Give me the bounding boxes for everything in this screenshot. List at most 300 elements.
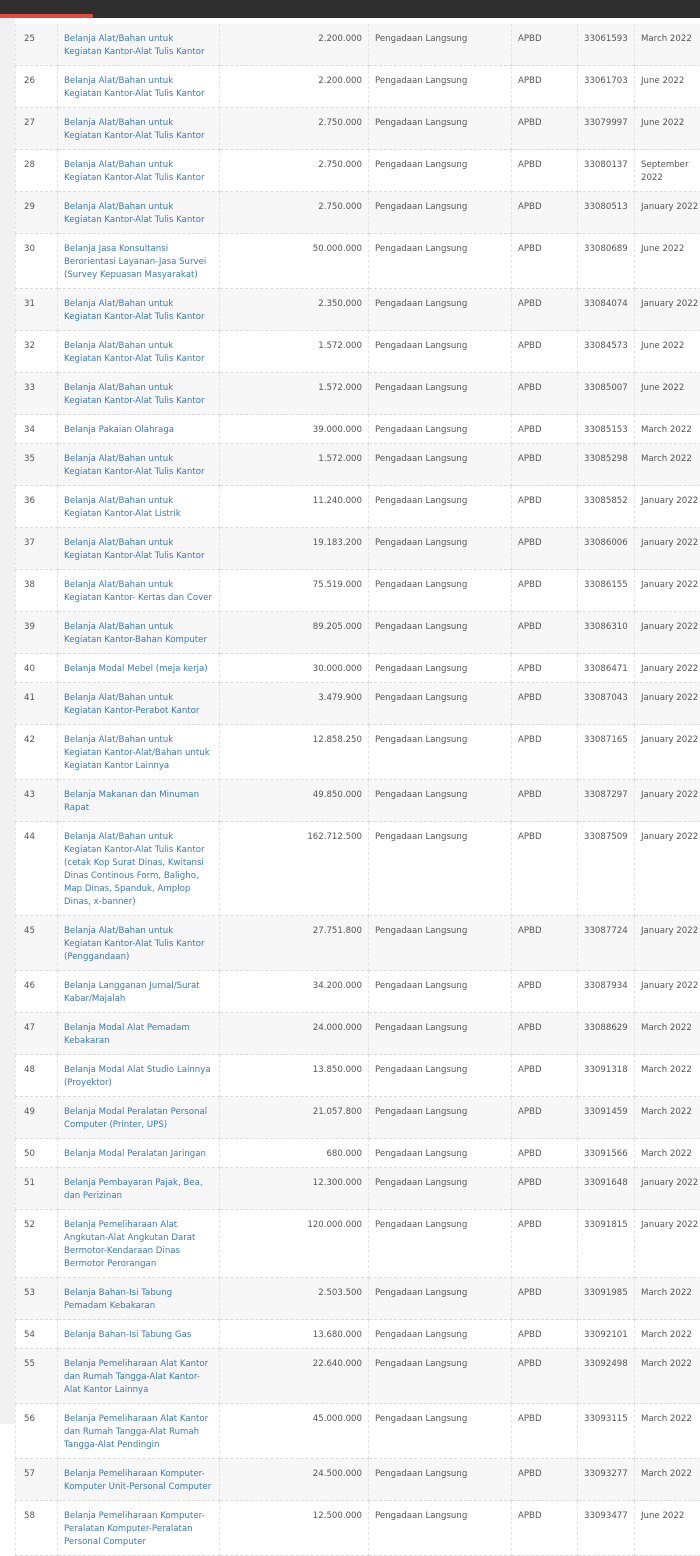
- funding-source-cell: APBD: [512, 108, 578, 150]
- procurement-method-cell: Pengadaan Langsung: [369, 192, 512, 234]
- rup-code-cell: 33091459: [578, 1097, 635, 1139]
- schedule-cell: January 2022: [635, 1210, 700, 1278]
- table-row: [16, 108, 700, 150]
- procurement-method-cell: Pengadaan Langsung: [369, 486, 512, 528]
- procurement-method-cell: Pengadaan Langsung: [369, 780, 512, 822]
- package-name-cell: [58, 108, 220, 150]
- table-row: [16, 683, 700, 725]
- budget-value-cell: 21.057.800: [220, 1097, 369, 1139]
- package-name-link[interactable]: Belanja Pemeliharaan Komputer-Peralatan Komputer-Peralatan Personal Computer: [64, 1511, 205, 1547]
- row-number-cell: 27: [16, 108, 58, 150]
- table-row: [16, 1055, 700, 1097]
- rup-code-cell: 33093277: [578, 1459, 635, 1501]
- schedule-cell: March 2022: [635, 1320, 700, 1349]
- package-name-cell: [58, 780, 220, 822]
- rup-code-cell: 33087297: [578, 780, 635, 822]
- budget-value-cell: 27.751.800: [220, 916, 369, 971]
- package-name-link[interactable]: Belanja Alat/Bahan untuk Kegiatan Kantor-Alat/Bahan untuk Kegiatan Kantor Lainnya: [64, 735, 210, 771]
- package-name-cell: [58, 971, 220, 1013]
- package-name-link[interactable]: Belanja Alat/Bahan untuk Kegiatan Kantor-Alat Listrik: [64, 496, 181, 519]
- table-row: [16, 1013, 700, 1055]
- package-name-link[interactable]: Belanja Alat/Bahan untuk Kegiatan Kantor-Alat Tulis Kantor: [64, 383, 205, 406]
- funding-source-cell: APBD: [512, 1097, 578, 1139]
- rup-code-cell: 33080689: [578, 234, 635, 289]
- procurement-method-cell: Pengadaan Langsung: [369, 1459, 512, 1501]
- rup-code-cell: 33088629: [578, 1013, 635, 1055]
- package-name-link[interactable]: Belanja Alat/Bahan untuk Kegiatan Kantor-Alat Tulis Kantor (Penggandaan): [64, 926, 205, 962]
- budget-value-cell: 24.500.000: [220, 1459, 369, 1501]
- schedule-cell: March 2022: [635, 1459, 700, 1501]
- procurement-method-cell: Pengadaan Langsung: [369, 331, 512, 373]
- procurement-method-cell: Pengadaan Langsung: [369, 570, 512, 612]
- row-number-cell: 53: [16, 1278, 58, 1320]
- schedule-cell: January 2022: [635, 486, 700, 528]
- budget-value-cell: 13.680.000: [220, 1320, 369, 1349]
- package-name-cell: [58, 725, 220, 780]
- funding-source-cell: APBD: [512, 1320, 578, 1349]
- funding-source-cell: APBD: [512, 192, 578, 234]
- funding-source-cell: APBD: [512, 1459, 578, 1501]
- package-name-cell: [58, 331, 220, 373]
- funding-source-cell: APBD: [512, 234, 578, 289]
- procurement-method-cell: Pengadaan Langsung: [369, 108, 512, 150]
- schedule-cell: January 2022: [635, 822, 700, 916]
- package-name-cell: [58, 1278, 220, 1320]
- package-name-link[interactable]: Belanja Modal Peralatan Jaringan: [64, 1149, 206, 1159]
- schedule-cell: January 2022: [635, 1168, 700, 1210]
- package-name-link[interactable]: Belanja Alat/Bahan untuk Kegiatan Kantor-Alat Tulis Kantor: [64, 118, 205, 141]
- rup-code-cell: 33085852: [578, 486, 635, 528]
- procurement-method-cell: Pengadaan Langsung: [369, 1404, 512, 1459]
- budget-value-cell: 89.205.000: [220, 612, 369, 654]
- row-number-cell: 58: [16, 1501, 58, 1556]
- package-name-link[interactable]: Belanja Alat/Bahan untuk Kegiatan Kantor-Alat Tulis Kantor: [64, 34, 205, 57]
- rup-code-cell: 33092498: [578, 1349, 635, 1404]
- table-row: [16, 444, 700, 486]
- table-row: [16, 150, 700, 192]
- rup-code-cell: 33061593: [578, 24, 635, 66]
- row-number-cell: 45: [16, 916, 58, 971]
- rup-code-cell: 33086310: [578, 612, 635, 654]
- budget-value-cell: 1.572.000: [220, 444, 369, 486]
- funding-source-cell: APBD: [512, 570, 578, 612]
- package-name-cell: [58, 1349, 220, 1404]
- funding-source-cell: APBD: [512, 971, 578, 1013]
- package-name-cell: [58, 1210, 220, 1278]
- package-name-cell: [58, 683, 220, 725]
- budget-value-cell: 19.183.200: [220, 528, 369, 570]
- table-row: [16, 24, 700, 66]
- table-row: [16, 971, 700, 1013]
- budget-value-cell: 2.200.000: [220, 24, 369, 66]
- funding-source-cell: APBD: [512, 289, 578, 331]
- table-row: [16, 289, 700, 331]
- funding-source-cell: APBD: [512, 612, 578, 654]
- table-row: [16, 234, 700, 289]
- procurement-method-cell: Pengadaan Langsung: [369, 289, 512, 331]
- package-name-link[interactable]: Belanja Jasa Konsultansi Berorientasi Layanan-Jasa Survei (Survey Kepuasan Masyarakat): [64, 244, 206, 280]
- row-number-cell: 37: [16, 528, 58, 570]
- funding-source-cell: APBD: [512, 24, 578, 66]
- procurement-method-cell: Pengadaan Langsung: [369, 66, 512, 108]
- table-row: [16, 66, 700, 108]
- table-row: [16, 1459, 700, 1501]
- budget-value-cell: 2.750.000: [220, 108, 369, 150]
- budget-value-cell: 2.200.000: [220, 66, 369, 108]
- procurement-method-cell: Pengadaan Langsung: [369, 822, 512, 916]
- table-row: [16, 1139, 700, 1168]
- package-name-link[interactable]: Belanja Bahan-Isi Tabung Pemadam Kebakaran: [64, 1288, 172, 1311]
- table-row: [16, 1210, 700, 1278]
- funding-source-cell: APBD: [512, 150, 578, 192]
- row-number-cell: 39: [16, 612, 58, 654]
- rup-code-cell: 33086155: [578, 570, 635, 612]
- funding-source-cell: APBD: [512, 916, 578, 971]
- procurement-method-cell: Pengadaan Langsung: [369, 683, 512, 725]
- budget-value-cell: 2.750.000: [220, 192, 369, 234]
- rup-code-cell: 33087509: [578, 822, 635, 916]
- package-name-cell: [58, 415, 220, 444]
- funding-source-cell: APBD: [512, 1055, 578, 1097]
- schedule-cell: March 2022: [635, 1013, 700, 1055]
- schedule-cell: January 2022: [635, 289, 700, 331]
- package-name-cell: [58, 150, 220, 192]
- package-name-cell: [58, 1139, 220, 1168]
- funding-source-cell: APBD: [512, 66, 578, 108]
- schedule-cell: March 2022: [635, 24, 700, 66]
- row-number-cell: 46: [16, 971, 58, 1013]
- rup-code-cell: 33087043: [578, 683, 635, 725]
- table-row: [16, 373, 700, 415]
- procurement-method-cell: Pengadaan Langsung: [369, 916, 512, 971]
- row-number-cell: 40: [16, 654, 58, 683]
- schedule-cell: June 2022: [635, 373, 700, 415]
- package-name-link[interactable]: Belanja Pemeliharaan Alat Kantor dan Rumah Tangga-Alat Rumah Tangga-Alat Pendingin: [64, 1414, 208, 1450]
- rup-code-cell: 33086006: [578, 528, 635, 570]
- schedule-cell: January 2022: [635, 654, 700, 683]
- package-name-link[interactable]: Belanja Alat/Bahan untuk Kegiatan Kantor-Alat Tulis Kantor: [64, 299, 205, 322]
- rup-code-cell: 33061703: [578, 66, 635, 108]
- table-row: [16, 1404, 700, 1459]
- schedule-cell: March 2022: [635, 1055, 700, 1097]
- procurement-method-cell: Pengadaan Langsung: [369, 971, 512, 1013]
- budget-value-cell: 34.200.000: [220, 971, 369, 1013]
- procurement-method-cell: Pengadaan Langsung: [369, 1210, 512, 1278]
- rup-code-cell: 33080137: [578, 150, 635, 192]
- procurement-method-cell: Pengadaan Langsung: [369, 1320, 512, 1349]
- rup-code-cell: 33091815: [578, 1210, 635, 1278]
- package-name-cell: [58, 444, 220, 486]
- budget-value-cell: 12.858.250: [220, 725, 369, 780]
- table-row: [16, 331, 700, 373]
- table-row: [16, 570, 700, 612]
- package-name-cell: [58, 1404, 220, 1459]
- procurement-method-cell: Pengadaan Langsung: [369, 415, 512, 444]
- package-name-link[interactable]: Belanja Pemeliharaan Komputer-Komputer Unit-Personal Computer: [64, 1469, 211, 1492]
- table-row: [16, 1320, 700, 1349]
- budget-value-cell: 12.300.000: [220, 1168, 369, 1210]
- table-row: [16, 916, 700, 971]
- package-name-link[interactable]: Belanja Alat/Bahan untuk Kegiatan Kantor-Bahan Komputer: [64, 622, 207, 645]
- budget-value-cell: 24.000.000: [220, 1013, 369, 1055]
- budget-value-cell: 3.479.900: [220, 683, 369, 725]
- budget-value-cell: 30.000.000: [220, 654, 369, 683]
- row-number-cell: 50: [16, 1139, 58, 1168]
- schedule-cell: March 2022: [635, 1404, 700, 1459]
- page-margin: [0, 18, 15, 1424]
- budget-value-cell: 11.240.000: [220, 486, 369, 528]
- row-number-cell: 52: [16, 1210, 58, 1278]
- package-name-cell: [58, 1501, 220, 1556]
- budget-value-cell: 22.640.000: [220, 1349, 369, 1404]
- package-name-link[interactable]: Belanja Alat/Bahan untuk Kegiatan Kantor-Alat Tulis Kantor (cetak Kop Surat Dinas, Kwitansi Dinas Continous Form, Baligho, Map Dinas, Spanduk, Amplop Dinas, x-banner): [64, 832, 205, 907]
- table-row: [16, 528, 700, 570]
- budget-value-cell: 39.000.000: [220, 415, 369, 444]
- procurement-method-cell: Pengadaan Langsung: [369, 528, 512, 570]
- package-name-link[interactable]: Belanja Alat/Bahan untuk Kegiatan Kantor-Alat Tulis Kantor: [64, 454, 205, 477]
- package-name-link[interactable]: Belanja Alat/Bahan untuk Kegiatan Kantor-Alat Tulis Kantor: [64, 160, 205, 183]
- row-number-cell: 48: [16, 1055, 58, 1097]
- procurement-table: [15, 24, 700, 1556]
- package-name-cell: [58, 486, 220, 528]
- budget-value-cell: 49.850.000: [220, 780, 369, 822]
- package-name-link[interactable]: Belanja Pembayaran Pajak, Bea, dan Perizinan: [64, 1178, 203, 1201]
- budget-value-cell: 162.712.500: [220, 822, 369, 916]
- schedule-cell: September 2022: [635, 150, 700, 192]
- schedule-cell: March 2022: [635, 1349, 700, 1404]
- funding-source-cell: APBD: [512, 1349, 578, 1404]
- row-number-cell: 51: [16, 1168, 58, 1210]
- row-number-cell: 36: [16, 486, 58, 528]
- row-number-cell: 32: [16, 331, 58, 373]
- schedule-cell: June 2022: [635, 108, 700, 150]
- package-name-cell: [58, 373, 220, 415]
- schedule-cell: June 2022: [635, 234, 700, 289]
- row-number-cell: 30: [16, 234, 58, 289]
- row-number-cell: 35: [16, 444, 58, 486]
- package-name-cell: [58, 1013, 220, 1055]
- schedule-cell: March 2022: [635, 1139, 700, 1168]
- package-name-cell: [58, 192, 220, 234]
- table-row: [16, 612, 700, 654]
- table-row: [16, 192, 700, 234]
- rup-code-cell: 33093115: [578, 1404, 635, 1459]
- package-name-link[interactable]: Belanja Bahan-Isi Tabung Gas: [64, 1330, 191, 1340]
- rup-code-cell: 33080513: [578, 192, 635, 234]
- schedule-cell: January 2022: [635, 612, 700, 654]
- funding-source-cell: APBD: [512, 1168, 578, 1210]
- rup-code-cell: 33086471: [578, 654, 635, 683]
- procurement-method-cell: Pengadaan Langsung: [369, 1278, 512, 1320]
- budget-value-cell: 2.750.000: [220, 150, 369, 192]
- funding-source-cell: APBD: [512, 415, 578, 444]
- table-row: [16, 654, 700, 683]
- schedule-cell: January 2022: [635, 528, 700, 570]
- funding-source-cell: APBD: [512, 331, 578, 373]
- funding-source-cell: APBD: [512, 1013, 578, 1055]
- rup-code-cell: 33091648: [578, 1168, 635, 1210]
- row-number-cell: 34: [16, 415, 58, 444]
- budget-value-cell: 2.503.500: [220, 1278, 369, 1320]
- schedule-cell: January 2022: [635, 570, 700, 612]
- package-name-cell: [58, 234, 220, 289]
- schedule-cell: March 2022: [635, 415, 700, 444]
- rup-code-cell: 33085298: [578, 444, 635, 486]
- table-row: [16, 415, 700, 444]
- procurement-method-cell: Pengadaan Langsung: [369, 725, 512, 780]
- funding-source-cell: APBD: [512, 1278, 578, 1320]
- row-number-cell: 25: [16, 24, 58, 66]
- schedule-cell: January 2022: [635, 780, 700, 822]
- row-number-cell: 28: [16, 150, 58, 192]
- table-row: [16, 1168, 700, 1210]
- row-number-cell: 38: [16, 570, 58, 612]
- table-row: [16, 822, 700, 916]
- schedule-cell: March 2022: [635, 1097, 700, 1139]
- package-name-cell: [58, 1097, 220, 1139]
- funding-source-cell: APBD: [512, 1210, 578, 1278]
- table-row: [16, 1097, 700, 1139]
- rup-code-cell: 33085007: [578, 373, 635, 415]
- budget-value-cell: 45.000.000: [220, 1404, 369, 1459]
- table-row: [16, 725, 700, 780]
- rup-code-cell: 33091985: [578, 1278, 635, 1320]
- procurement-method-cell: Pengadaan Langsung: [369, 24, 512, 66]
- funding-source-cell: APBD: [512, 822, 578, 916]
- rup-code-cell: 33084074: [578, 289, 635, 331]
- row-number-cell: 55: [16, 1349, 58, 1404]
- package-name-cell: [58, 289, 220, 331]
- package-name-cell: [58, 24, 220, 66]
- package-name-link[interactable]: Belanja Alat/Bahan untuk Kegiatan Kantor-Alat Tulis Kantor: [64, 538, 205, 561]
- schedule-cell: March 2022: [635, 1278, 700, 1320]
- budget-value-cell: 75.519.000: [220, 570, 369, 612]
- row-number-cell: 49: [16, 1097, 58, 1139]
- package-name-cell: [58, 570, 220, 612]
- funding-source-cell: APBD: [512, 444, 578, 486]
- package-name-cell: [58, 1459, 220, 1501]
- funding-source-cell: APBD: [512, 486, 578, 528]
- budget-value-cell: 2.350.000: [220, 289, 369, 331]
- top-navbar: [0, 0, 700, 18]
- procurement-method-cell: Pengadaan Langsung: [369, 1139, 512, 1168]
- package-name-link[interactable]: Belanja Alat/Bahan untuk Kegiatan Kantor- Kertas dan Cover: [64, 580, 212, 603]
- row-number-cell: 29: [16, 192, 58, 234]
- package-name-link[interactable]: Belanja Alat/Bahan untuk Kegiatan Kantor-Alat Tulis Kantor: [64, 341, 205, 364]
- package-name-cell: [58, 916, 220, 971]
- package-name-cell: [58, 654, 220, 683]
- procurement-method-cell: Pengadaan Langsung: [369, 612, 512, 654]
- row-number-cell: 42: [16, 725, 58, 780]
- package-name-link[interactable]: Belanja Alat/Bahan untuk Kegiatan Kantor-Alat Tulis Kantor: [64, 76, 205, 99]
- package-name-link[interactable]: Belanja Pemeliharaan Alat Kantor dan Rumah Tangga-Alat Kantor-Alat Kantor Lainnya: [64, 1359, 208, 1395]
- package-name-link[interactable]: Belanja Pemeliharaan Alat Angkutan-Alat Angkutan Darat Bermotor-Kendaraan Dinas Bermotor Perorangan: [64, 1220, 195, 1269]
- row-number-cell: 44: [16, 822, 58, 916]
- funding-source-cell: APBD: [512, 683, 578, 725]
- funding-source-cell: APBD: [512, 654, 578, 683]
- rup-code-cell: 33087165: [578, 725, 635, 780]
- rup-code-cell: 33093477: [578, 1501, 635, 1556]
- budget-value-cell: 12.500.000: [220, 1501, 369, 1556]
- schedule-cell: January 2022: [635, 916, 700, 971]
- procurement-method-cell: Pengadaan Langsung: [369, 150, 512, 192]
- rup-code-cell: 33084573: [578, 331, 635, 373]
- procurement-table-container[interactable]: [15, 24, 700, 1556]
- budget-value-cell: 50.000.000: [220, 234, 369, 289]
- table-row: [16, 780, 700, 822]
- row-number-cell: 41: [16, 683, 58, 725]
- rup-code-cell: 33092101: [578, 1320, 635, 1349]
- schedule-cell: June 2022: [635, 1501, 700, 1556]
- package-name-cell: [58, 528, 220, 570]
- table-row: [16, 486, 700, 528]
- schedule-cell: June 2022: [635, 331, 700, 373]
- procurement-method-cell: Pengadaan Langsung: [369, 1501, 512, 1556]
- package-name-cell: [58, 822, 220, 916]
- funding-source-cell: APBD: [512, 780, 578, 822]
- procurement-method-cell: Pengadaan Langsung: [369, 1097, 512, 1139]
- package-name-cell: [58, 66, 220, 108]
- schedule-cell: January 2022: [635, 683, 700, 725]
- schedule-cell: June 2022: [635, 66, 700, 108]
- package-name-link[interactable]: Belanja Alat/Bahan untuk Kegiatan Kantor-Alat Tulis Kantor: [64, 202, 205, 225]
- package-name-link[interactable]: Belanja Modal Alat Pemadam Kebakaran: [64, 1023, 190, 1046]
- package-name-link[interactable]: Belanja Pakaian Olahraga: [64, 425, 174, 435]
- procurement-method-cell: Pengadaan Langsung: [369, 1349, 512, 1404]
- budget-value-cell: 1.572.000: [220, 373, 369, 415]
- procurement-method-cell: Pengadaan Langsung: [369, 444, 512, 486]
- budget-value-cell: 1.572.000: [220, 331, 369, 373]
- package-name-link[interactable]: Belanja Alat/Bahan untuk Kegiatan Kantor-Perabot Kantor: [64, 693, 199, 716]
- rup-code-cell: 33091318: [578, 1055, 635, 1097]
- funding-source-cell: APBD: [512, 373, 578, 415]
- package-name-link[interactable]: Belanja Langganan Jurnal/Surat Kabar/Majalah: [64, 981, 200, 1004]
- row-number-cell: 26: [16, 66, 58, 108]
- rup-code-cell: 33087724: [578, 916, 635, 971]
- budget-value-cell: 13.850.000: [220, 1055, 369, 1097]
- procurement-method-cell: Pengadaan Langsung: [369, 654, 512, 683]
- budget-value-cell: 680.000: [220, 1139, 369, 1168]
- package-name-cell: [58, 1320, 220, 1349]
- row-number-cell: 54: [16, 1320, 58, 1349]
- table-row: [16, 1501, 700, 1556]
- schedule-cell: March 2022: [635, 444, 700, 486]
- package-name-link[interactable]: Belanja Makanan dan Minuman Rapat: [64, 790, 199, 813]
- schedule-cell: January 2022: [635, 725, 700, 780]
- table-row: [16, 1349, 700, 1404]
- schedule-cell: January 2022: [635, 192, 700, 234]
- procurement-method-cell: Pengadaan Langsung: [369, 234, 512, 289]
- procurement-method-cell: Pengadaan Langsung: [369, 373, 512, 415]
- funding-source-cell: APBD: [512, 1139, 578, 1168]
- rup-code-cell: 33087934: [578, 971, 635, 1013]
- package-name-link[interactable]: Belanja Modal Peralatan Personal Computer (Printer, UPS): [64, 1107, 207, 1130]
- procurement-method-cell: Pengadaan Langsung: [369, 1055, 512, 1097]
- procurement-method-cell: Pengadaan Langsung: [369, 1168, 512, 1210]
- package-name-cell: [58, 1055, 220, 1097]
- package-name-cell: [58, 1168, 220, 1210]
- table-body: [16, 24, 700, 1556]
- package-name-link[interactable]: Belanja Modal Mebel (meja kerja): [64, 664, 208, 674]
- row-number-cell: 43: [16, 780, 58, 822]
- package-name-link[interactable]: Belanja Modal Alat Studio Lainnya (Proyektor): [64, 1065, 211, 1088]
- procurement-method-cell: Pengadaan Langsung: [369, 1013, 512, 1055]
- rup-code-cell: 33085153: [578, 415, 635, 444]
- funding-source-cell: APBD: [512, 528, 578, 570]
- budget-value-cell: 120.000.000: [220, 1210, 369, 1278]
- row-number-cell: 33: [16, 373, 58, 415]
- package-name-cell: [58, 612, 220, 654]
